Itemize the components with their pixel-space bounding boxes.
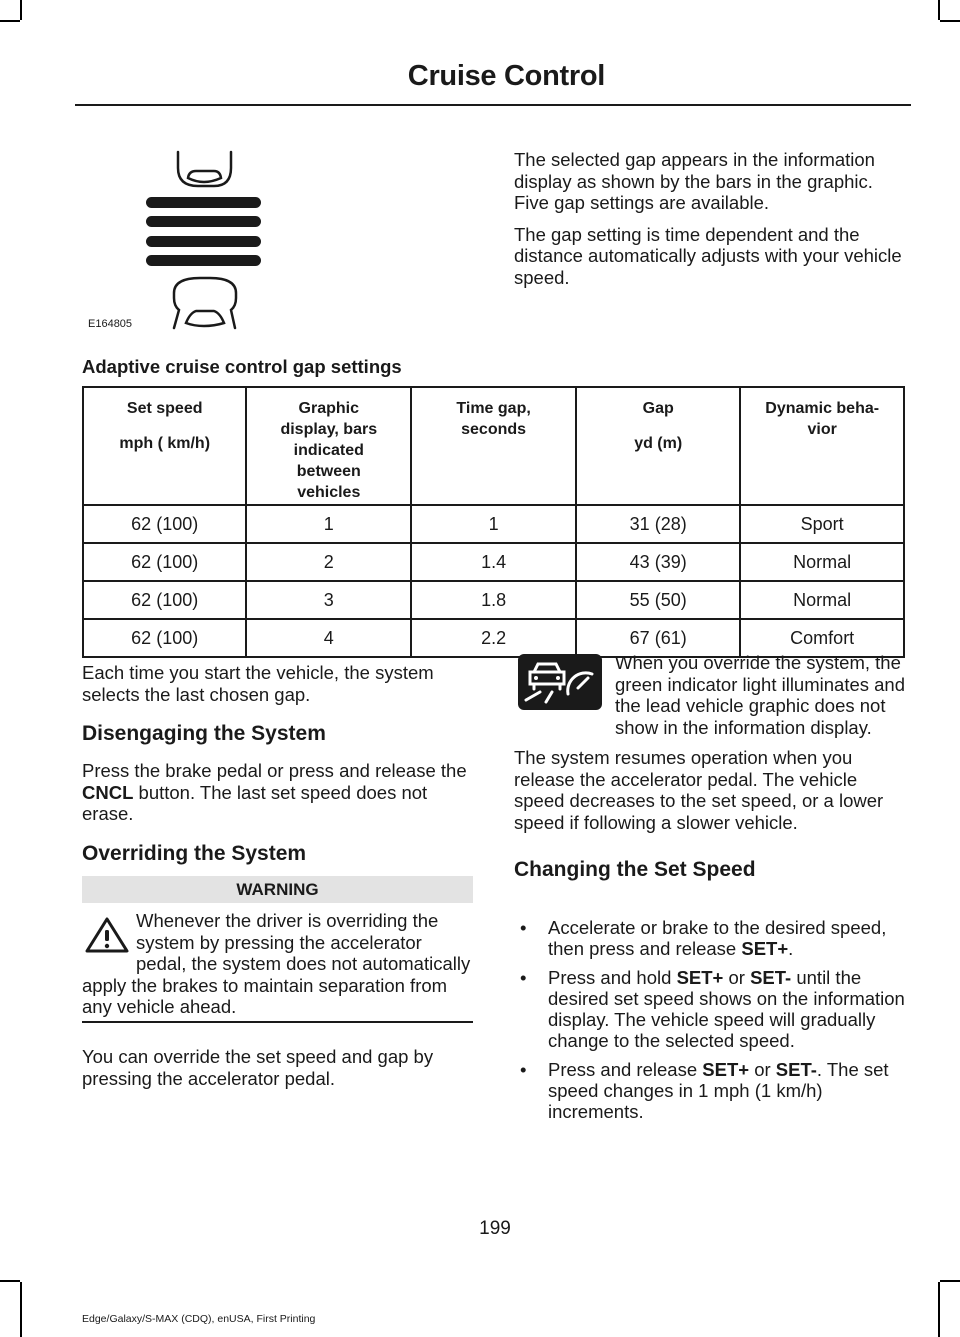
text-run: or: [723, 966, 751, 988]
bullet-glyph: •: [520, 966, 527, 988]
icon-float-spacer: [514, 652, 615, 734]
warning-header: WARNING: [82, 876, 473, 903]
override-indicator-paragraph: When you override the system, the green indicator light illuminates and the lead vehicle graphic does not show in the information display.: [615, 652, 906, 738]
text-run: or: [749, 1058, 776, 1080]
bullet-glyph: •: [520, 1058, 527, 1080]
header-label: Gap: [642, 400, 674, 417]
gap-settings-table: [82, 386, 905, 658]
table-header-row: [83, 387, 904, 505]
list-item: [514, 967, 909, 1052]
override-paragraph: You can override the set speed and gap by pressing the accelerator pedal.: [82, 1046, 434, 1089]
gap-bars-figure: [140, 148, 270, 330]
crop-mark: [0, 20, 20, 22]
cell-behavior: Sport: [740, 505, 904, 543]
change-speed-heading: Changing the Set Speed: [514, 858, 756, 881]
text-run: button. The last set speed does not erase.: [82, 781, 428, 824]
figure-code: E164805: [88, 318, 133, 330]
cncl-button-label: CNCL: [82, 781, 134, 803]
crop-mark: [20, 0, 22, 20]
disengage-heading: Disengaging the System: [82, 722, 326, 745]
text-run: Press the brake pedal or press and release the: [82, 760, 467, 781]
set-plus-label: SET+: [676, 966, 724, 988]
set-plus-label: SET+: [702, 1058, 750, 1080]
cell-set-speed: 62 (100): [83, 619, 246, 657]
set-minus-label: SET-: [750, 966, 792, 988]
set-plus-label: SET+: [741, 938, 789, 960]
text-run: Accelerate or brake to the desired speed, then press and release: [548, 917, 887, 960]
resume-paragraph: The system resumes operation when you release the accelerator pedal. The vehicle speed decreases to the set speed, or a lower speed if following a slower vehicle.: [514, 747, 884, 833]
crop-mark: [940, 20, 960, 22]
cell-gap: 55 (50): [576, 581, 740, 619]
page-title: Cruise Control: [407, 60, 605, 92]
cell-gap: 43 (39): [576, 543, 740, 581]
table-row: [83, 543, 904, 581]
warning-text: Whenever the driver is overriding the system by pressing the accelerator pedal, the system does not automatically apply the brakes to maintain separation from any vehicle ahead.: [82, 910, 471, 1017]
left-column-top: [82, 662, 474, 866]
cell-time-gap: 1: [411, 505, 576, 543]
set-minus-label: SET-: [775, 1058, 817, 1080]
cell-time-gap: 1.8: [411, 581, 576, 619]
text-run: Press and release: [548, 1058, 703, 1080]
header-rule: [75, 104, 911, 106]
table-row: [83, 581, 904, 619]
cell-time-gap: 2.2: [411, 619, 576, 657]
crop-mark: [938, 1282, 940, 1337]
crop-mark: [938, 0, 940, 20]
warning-rule: [82, 1021, 473, 1023]
cell-bars: 3: [246, 581, 411, 619]
text-run: . The set speed changes in 1 mph (1 km/h) increments.: [548, 1058, 889, 1123]
text-run: .: [788, 938, 794, 960]
cell-behavior: Normal: [740, 543, 904, 581]
cell-bars: 2: [246, 543, 411, 581]
list-item: [514, 917, 909, 960]
cell-gap: 31 (28): [576, 505, 740, 543]
list-item: [514, 1059, 909, 1123]
crop-mark: [20, 1282, 22, 1337]
header-set-speed: [83, 387, 246, 505]
cell-set-speed: 62 (100): [83, 581, 246, 619]
header-time-gap: [411, 387, 576, 505]
warning-text-block: [82, 910, 474, 1018]
page-number: 199: [479, 1218, 511, 1239]
crop-mark: [0, 1280, 20, 1282]
header-dynamic-behavior: [740, 387, 904, 505]
disengage-paragraph: [82, 760, 474, 825]
intro-paragraph: The selected gap appears in the information display as shown by the bars in the graphic. Five gap settings are available.: [514, 149, 875, 213]
header-unit: mph ( km/h): [119, 435, 211, 452]
header-gap: [576, 387, 740, 505]
cell-bars: 1: [246, 505, 411, 543]
cell-behavior: Normal: [740, 581, 904, 619]
table-row: [83, 505, 904, 543]
last-gap-paragraph: Each time you start the vehicle, the system selects the last chosen gap.: [82, 662, 434, 705]
text-run: until the desired set speed shows on the information display. The vehicle speed will gradually change to the selected speed.: [548, 966, 905, 1052]
override-heading: Overriding the System: [82, 841, 307, 865]
cell-time-gap: 1.4: [411, 543, 576, 581]
intro-paragraph: The gap setting is time dependent and the distance automatically adjusts with your vehicle speed.: [514, 223, 902, 288]
cell-set-speed: 62 (100): [83, 543, 246, 581]
header-label: Dynamic beha- vior: [765, 400, 880, 438]
cell-bars: 4: [246, 619, 411, 657]
footer-text: Edge/Galaxy/S-MAX (CDQ), enUSA, First Printing: [82, 1313, 316, 1325]
table-title: Adaptive cruise control gap settings: [82, 356, 402, 377]
cell-behavior: Comfort: [740, 619, 904, 657]
change-speed-list: [514, 917, 909, 1130]
cell-gap: 67 (61): [576, 619, 740, 657]
cell-set-speed: 62 (100): [83, 505, 246, 543]
header-graphic-display: [246, 387, 411, 505]
intro-text: [514, 149, 909, 288]
header-unit: yd (m): [634, 435, 683, 452]
bullet-glyph: •: [520, 917, 527, 938]
left-column-bottom: [82, 1046, 474, 1089]
header-label: Set speed: [126, 400, 203, 417]
header-label: Time gap, seconds: [456, 400, 531, 438]
text-run: Press and hold: [548, 966, 677, 988]
crop-mark: [940, 1280, 960, 1282]
right-column: [514, 652, 909, 882]
header-label: Graphic display, bars indicated between vehicles: [280, 400, 378, 501]
icon-float-spacer: [82, 910, 136, 972]
